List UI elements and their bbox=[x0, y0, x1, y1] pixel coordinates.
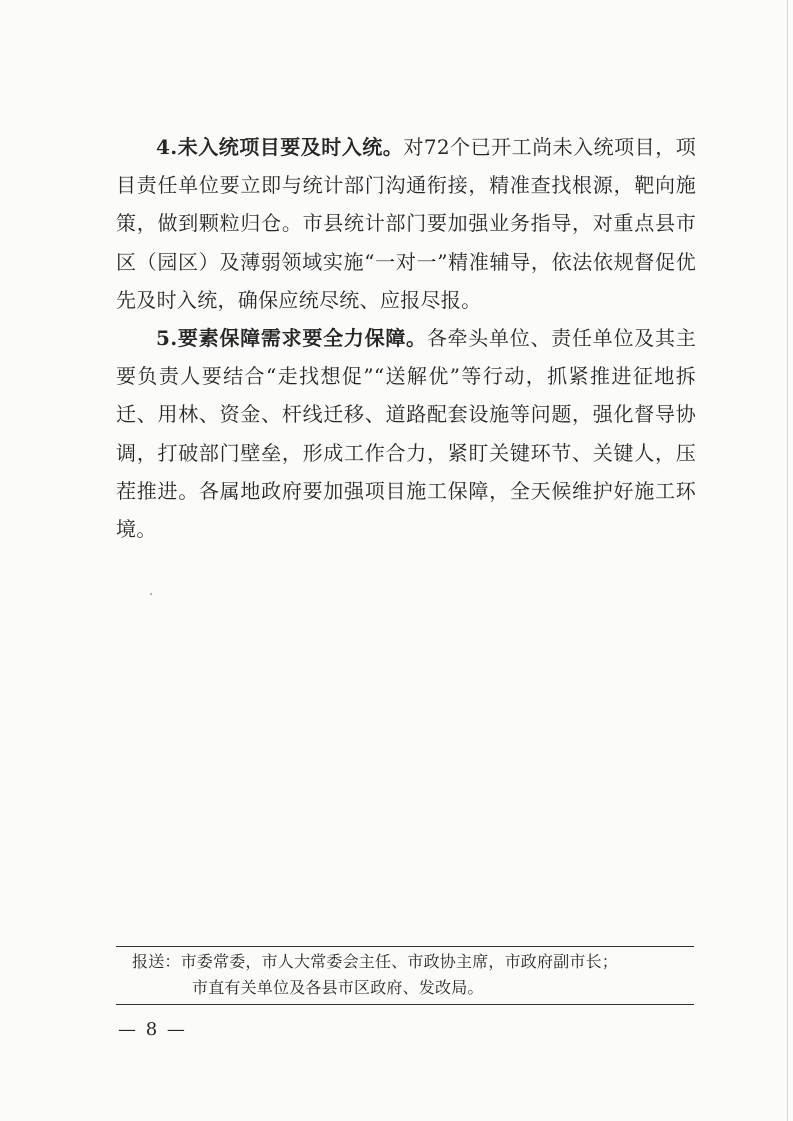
document-body bbox=[116, 128, 696, 548]
distribution-line-2: 市直有关单位及各县市区政府、发改局。 bbox=[192, 978, 484, 997]
scan-edge-line bbox=[787, 0, 788, 1121]
paragraph-4 bbox=[116, 128, 696, 319]
paragraph-5-heading: 5.要素保障需求要全力保障。 bbox=[156, 326, 427, 351]
page-number: — 8 — bbox=[118, 1019, 187, 1040]
distribution-top-rule bbox=[116, 946, 694, 947]
paragraph-4-text: 对72个已开工尚未入统项目，项目责任单位要立即与统计部门沟通衔接，精准查找根源，靶向施策，做到颗粒归仓。市县统计部门要加强业务指导，对重点县市区（园区）及薄弱领域实施“一对一”精准辅导，依法依规督促优先及时入统，确保应统尽统、应报尽报。 bbox=[116, 135, 696, 312]
paragraph-5 bbox=[116, 319, 696, 548]
distribution-bottom-rule bbox=[116, 1004, 694, 1005]
distribution-list bbox=[132, 949, 698, 1001]
scan-speck bbox=[150, 593, 152, 595]
paragraph-5-text: 各牵头单位、责任单位及其主要负责人要结合“走找想促”“送解优”等行动，抓紧推进征地拆迁、用林、资金、杆线迁移、道路配套设施等问题，强化督导协调，打破部门壁垒，形成工作合力，紧盯关键环节、关键人，压茬推进。各属地政府要加强项目施工保障，全天候维护好施工环境。 bbox=[116, 326, 696, 542]
paragraph-4-heading: 4.未入统项目要及时入统。 bbox=[156, 135, 404, 159]
distribution-line-1: 报送：市委常委，市人大常委会主任、市政协主席，市政府副市长； bbox=[132, 952, 619, 971]
